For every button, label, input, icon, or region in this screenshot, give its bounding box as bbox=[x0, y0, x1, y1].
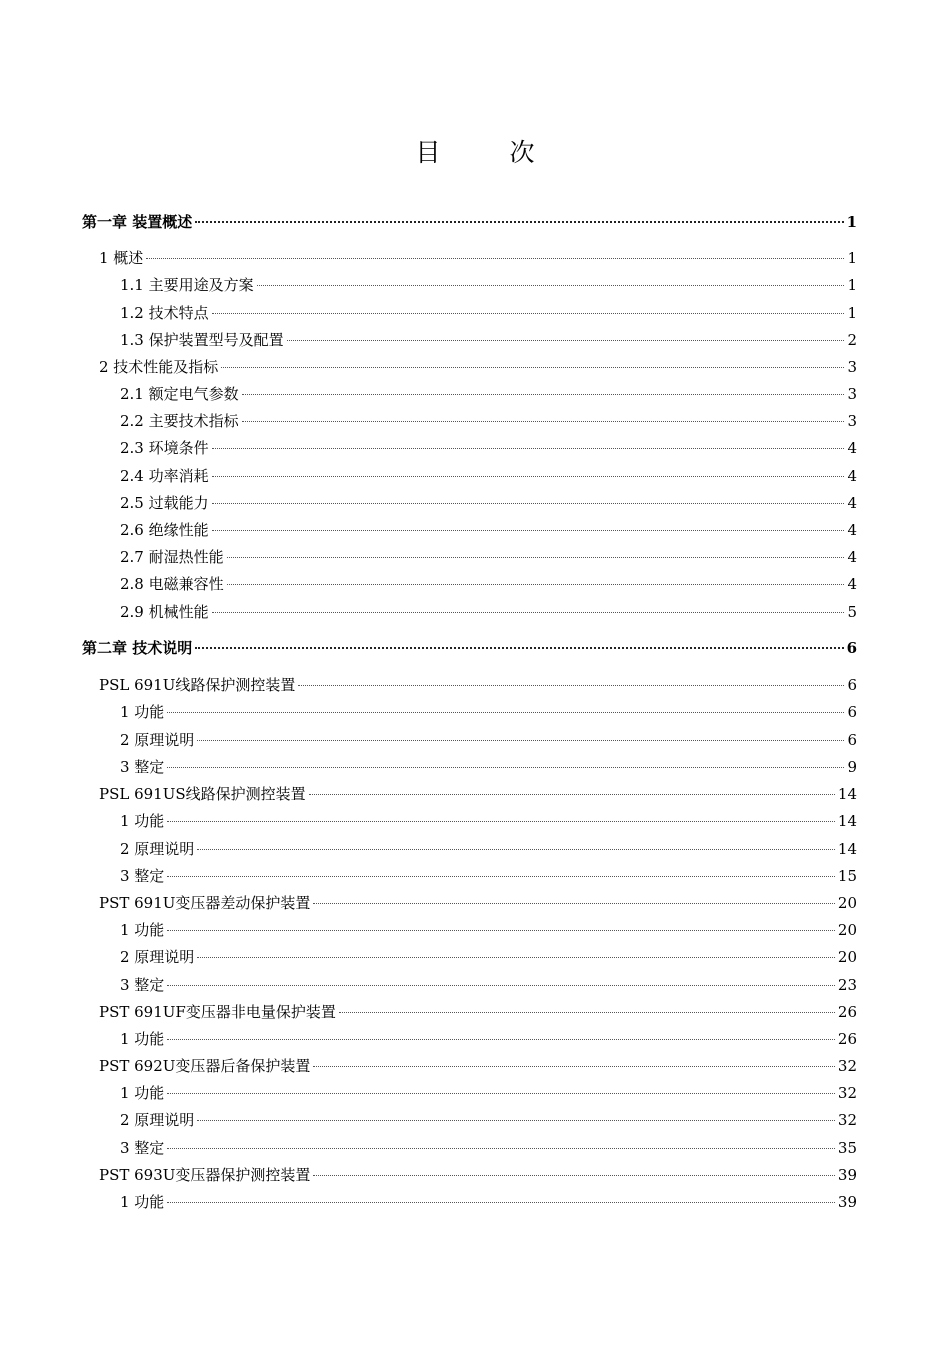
toc-page-number: 20 bbox=[837, 948, 857, 966]
toc-subsection-entry[interactable] bbox=[120, 920, 857, 940]
toc-entry-label: PSL 691US线路保护测控装置 bbox=[99, 785, 306, 803]
toc-page-number: 6 bbox=[846, 639, 857, 657]
toc-page-number: 20 bbox=[837, 894, 857, 912]
toc-subsection-entry[interactable] bbox=[120, 330, 857, 350]
toc-subsection-entry[interactable] bbox=[120, 811, 857, 831]
toc-entry-label: 2.3 环境条件 bbox=[120, 439, 209, 457]
toc-entry-label: 第二章 技术说明 bbox=[82, 639, 193, 657]
toc-entry-label: 2.6 绝缘性能 bbox=[120, 521, 209, 539]
toc-page-number: 32 bbox=[837, 1057, 857, 1075]
toc-dot-leader bbox=[195, 221, 843, 223]
toc-page-number: 4 bbox=[847, 439, 857, 457]
toc-dot-leader bbox=[287, 340, 845, 341]
toc-page-number: 3 bbox=[847, 412, 857, 430]
toc-dot-leader bbox=[167, 767, 844, 768]
toc-page-number: 26 bbox=[837, 1030, 857, 1048]
toc-page-number: 6 bbox=[847, 676, 857, 694]
toc-subsection-entry[interactable] bbox=[120, 1110, 857, 1130]
toc-page-number: 20 bbox=[837, 921, 857, 939]
toc-entry-label: 2.2 主要技术指标 bbox=[120, 412, 239, 430]
toc-section-entry[interactable] bbox=[99, 1056, 857, 1076]
toc-page-number: 1 bbox=[847, 304, 857, 322]
toc-page-number: 3 bbox=[847, 385, 857, 403]
page-title: 目 次 bbox=[415, 138, 557, 167]
toc-dot-leader bbox=[212, 448, 845, 449]
toc-dot-leader bbox=[313, 1175, 834, 1176]
toc-dot-leader bbox=[167, 1202, 835, 1203]
toc-entry-label: 2.9 机械性能 bbox=[120, 603, 209, 621]
toc-entry-label: 1 概述 bbox=[99, 249, 144, 267]
toc-dot-leader bbox=[167, 712, 844, 713]
toc-entry-label: 2.8 电磁兼容性 bbox=[120, 575, 224, 593]
toc-subsection-entry[interactable] bbox=[120, 947, 857, 967]
toc-entry-label: 2.4 功率消耗 bbox=[120, 467, 209, 485]
toc-subsection-entry[interactable] bbox=[120, 1192, 857, 1212]
toc-page-number: 5 bbox=[847, 603, 857, 621]
toc-section-entry[interactable] bbox=[99, 893, 857, 913]
toc-subsection-entry[interactable] bbox=[120, 384, 857, 404]
toc-subsection-entry[interactable] bbox=[120, 602, 857, 622]
toc-subsection-entry[interactable] bbox=[120, 839, 857, 859]
toc-entry-label: 1 功能 bbox=[120, 1030, 165, 1048]
toc-subsection-entry[interactable] bbox=[120, 275, 857, 295]
toc-subsection-entry[interactable] bbox=[120, 303, 857, 323]
toc-subsection-entry[interactable] bbox=[120, 975, 857, 995]
toc-page-number: 39 bbox=[837, 1193, 857, 1211]
toc-subsection-entry[interactable] bbox=[120, 757, 857, 777]
toc-page-number: 1 bbox=[847, 249, 857, 267]
toc-subsection-entry[interactable] bbox=[120, 702, 857, 722]
toc-subsection-entry[interactable] bbox=[120, 730, 857, 750]
toc-dot-leader bbox=[298, 685, 844, 686]
toc-dot-leader bbox=[257, 285, 845, 286]
toc-dot-leader bbox=[221, 367, 844, 368]
toc-dot-leader bbox=[167, 985, 835, 986]
toc-subsection-entry[interactable] bbox=[120, 1029, 857, 1049]
toc-entry-label: 2 原理说明 bbox=[120, 948, 195, 966]
toc-page-number: 3 bbox=[847, 358, 857, 376]
toc-section-entry[interactable] bbox=[99, 357, 857, 377]
toc-dot-leader bbox=[313, 1066, 834, 1067]
toc-page-number: 6 bbox=[847, 731, 857, 749]
toc-subsection-entry[interactable] bbox=[120, 493, 857, 513]
toc-page-number: 6 bbox=[847, 703, 857, 721]
toc-page-number: 2 bbox=[847, 331, 857, 349]
toc-dot-leader bbox=[212, 313, 845, 314]
toc-page-number: 4 bbox=[847, 548, 857, 566]
toc-entry-label: 2 原理说明 bbox=[120, 1111, 195, 1129]
toc-dot-leader bbox=[313, 903, 834, 904]
toc-page-number: 4 bbox=[847, 575, 857, 593]
toc-page-number: 35 bbox=[837, 1139, 857, 1157]
toc-entry-label: PST 692U变压器后备保护装置 bbox=[99, 1057, 311, 1075]
toc-dot-leader bbox=[146, 258, 844, 259]
toc-subsection-entry[interactable] bbox=[120, 438, 857, 458]
toc-dot-leader bbox=[212, 612, 845, 613]
toc-section-entry[interactable] bbox=[99, 675, 857, 695]
toc-page-number: 14 bbox=[837, 812, 857, 830]
toc-dot-leader bbox=[212, 503, 845, 504]
toc-subsection-entry[interactable] bbox=[120, 411, 857, 431]
toc-chapter-entry[interactable] bbox=[82, 638, 857, 658]
toc-dot-leader bbox=[197, 1120, 835, 1121]
toc-section-entry[interactable] bbox=[99, 248, 857, 268]
toc-section-entry[interactable] bbox=[99, 1002, 857, 1022]
toc-subsection-entry[interactable] bbox=[120, 1083, 857, 1103]
toc-subsection-entry[interactable] bbox=[120, 466, 857, 486]
toc-dot-leader bbox=[167, 876, 835, 877]
toc-entry-label: 1.2 技术特点 bbox=[120, 304, 209, 322]
toc-entry-label: 1.3 保护装置型号及配置 bbox=[120, 331, 284, 349]
toc-entry-label: 2.1 额定电气参数 bbox=[120, 385, 239, 403]
toc-dot-leader bbox=[195, 647, 843, 649]
toc-subsection-entry[interactable] bbox=[120, 1138, 857, 1158]
toc-entry-label: 2.7 耐湿热性能 bbox=[120, 548, 224, 566]
toc-dot-leader bbox=[167, 821, 835, 822]
toc-entry-label: 3 整定 bbox=[120, 1139, 165, 1157]
toc-page-number: 1 bbox=[846, 213, 857, 231]
toc-dot-leader bbox=[242, 394, 845, 395]
toc-dot-leader bbox=[197, 740, 844, 741]
toc-page-number: 1 bbox=[847, 276, 857, 294]
toc-entry-label: 3 整定 bbox=[120, 758, 165, 776]
toc-entry-label: PSL 691U线路保护测控装置 bbox=[99, 676, 296, 694]
toc-entry-label: 3 整定 bbox=[120, 976, 165, 994]
toc-entry-label: PST 691U变压器差动保护装置 bbox=[99, 894, 311, 912]
toc-entry-label: 2 原理说明 bbox=[120, 840, 195, 858]
toc-dot-leader bbox=[167, 1148, 835, 1149]
toc-dot-leader bbox=[167, 930, 835, 931]
toc-entry-label: 1.1 主要用途及方案 bbox=[120, 276, 254, 294]
toc-page-number: 4 bbox=[847, 494, 857, 512]
toc-page-number: 23 bbox=[837, 976, 857, 994]
toc-page-number: 32 bbox=[837, 1084, 857, 1102]
toc-entry-label: 1 功能 bbox=[120, 1084, 165, 1102]
toc-dot-leader bbox=[212, 530, 845, 531]
toc-page-number: 26 bbox=[837, 1003, 857, 1021]
toc-dot-leader bbox=[167, 1039, 835, 1040]
toc-dot-leader bbox=[227, 584, 845, 585]
toc-entry-label: 第一章 装置概述 bbox=[82, 213, 193, 231]
toc-section-entry[interactable] bbox=[99, 1165, 857, 1185]
toc-entry-label: 2 技术性能及指标 bbox=[99, 358, 219, 376]
toc-entry-label: 1 功能 bbox=[120, 703, 165, 721]
toc-entry-label: 1 功能 bbox=[120, 1193, 165, 1211]
toc-page-number: 32 bbox=[837, 1111, 857, 1129]
toc-dot-leader bbox=[309, 794, 835, 795]
toc-page-number: 4 bbox=[847, 521, 857, 539]
toc-dot-leader bbox=[212, 476, 845, 477]
toc-section-entry[interactable] bbox=[99, 784, 857, 804]
toc-page-number: 4 bbox=[847, 467, 857, 485]
toc-subsection-entry[interactable] bbox=[120, 520, 857, 540]
toc-page-number: 15 bbox=[837, 867, 857, 885]
toc-page-number: 39 bbox=[837, 1166, 857, 1184]
toc-entry-label: PST 693U变压器保护测控装置 bbox=[99, 1166, 311, 1184]
toc-dot-leader bbox=[167, 1093, 835, 1094]
toc-subsection-entry[interactable] bbox=[120, 574, 857, 594]
toc-dot-leader bbox=[242, 421, 845, 422]
toc-subsection-entry[interactable] bbox=[120, 866, 857, 886]
toc-entry-label: 2.5 过载能力 bbox=[120, 494, 209, 512]
toc-entry-label: 1 功能 bbox=[120, 921, 165, 939]
toc-entry-label: 1 功能 bbox=[120, 812, 165, 830]
toc-dot-leader bbox=[197, 849, 835, 850]
toc-chapter-entry[interactable] bbox=[82, 212, 857, 232]
toc-dot-leader bbox=[197, 957, 835, 958]
toc-entry-label: 2 原理说明 bbox=[120, 731, 195, 749]
toc-entry-label: PST 691UF变压器非电量保护装置 bbox=[99, 1003, 336, 1021]
toc-page-number: 14 bbox=[837, 840, 857, 858]
toc-page-number: 14 bbox=[837, 785, 857, 803]
toc-dot-leader bbox=[227, 557, 845, 558]
toc-subsection-entry[interactable] bbox=[120, 547, 857, 567]
toc-page-number: 9 bbox=[847, 758, 857, 776]
toc-entry-label: 3 整定 bbox=[120, 867, 165, 885]
toc-dot-leader bbox=[339, 1012, 835, 1013]
